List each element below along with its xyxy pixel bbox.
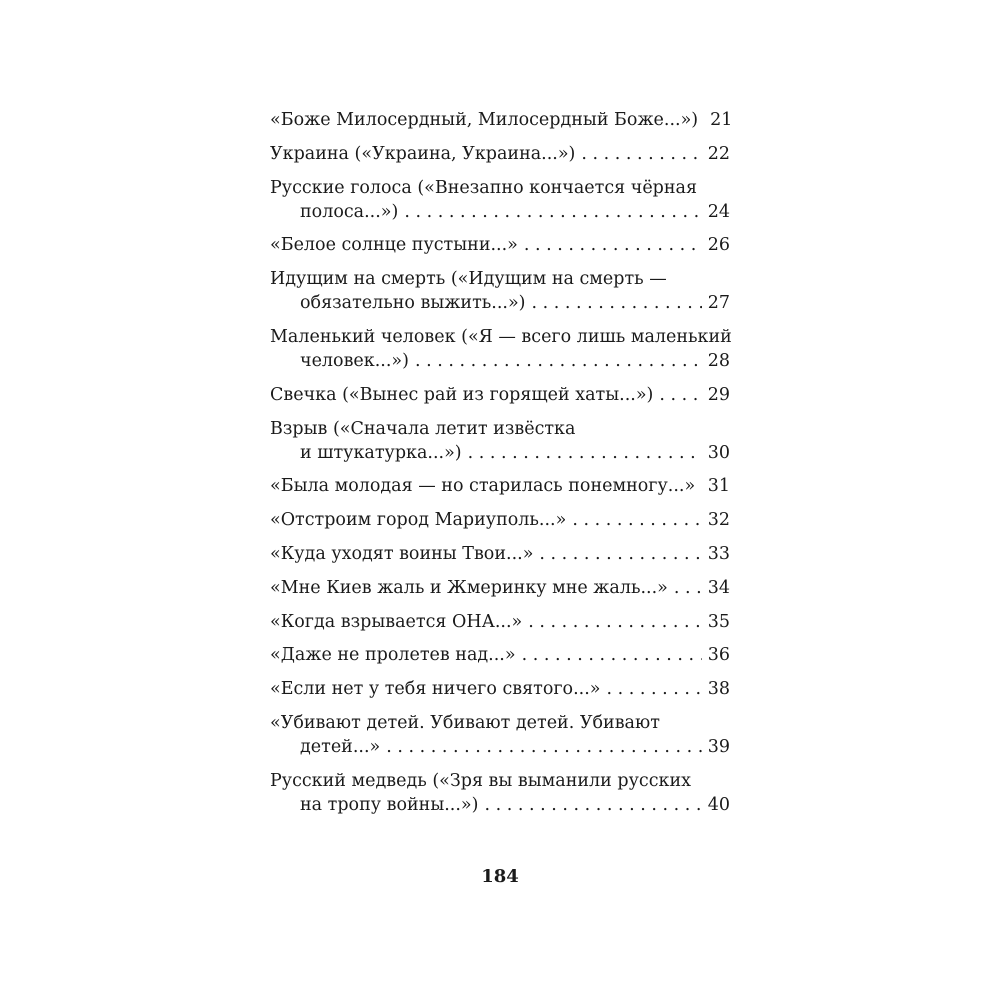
dot-leader	[468, 441, 702, 465]
toc-entry-title: Украина («Украина, Украина...»)	[270, 143, 576, 164]
toc-entry[interactable]	[270, 769, 730, 817]
toc-entry-line	[270, 643, 730, 667]
toc-entry-title-continued: и штукатурка...»)	[300, 442, 462, 463]
toc-entry-title: Идущим на смерть («Идущим на смерть —	[270, 269, 667, 290]
toc-entry-line	[270, 233, 730, 257]
toc-entry-line	[270, 383, 730, 407]
dot-leader	[581, 142, 701, 166]
toc-entry-line	[270, 142, 730, 166]
dot-leader	[572, 508, 701, 532]
dot-leader	[404, 200, 701, 224]
toc-entry-page: 28	[707, 350, 730, 371]
toc-entry-page: 24	[707, 201, 730, 222]
toc-entry-title: «Белое солнце пустыни...»	[270, 235, 518, 256]
toc-entry-line	[270, 291, 730, 315]
toc-entry[interactable]	[270, 474, 730, 498]
toc-entry-line	[270, 200, 730, 224]
dot-leader	[522, 643, 702, 667]
toc-entry-title: Взрыв («Сначала летит извёстка	[270, 418, 576, 439]
toc-entry-title: «Когда взрывается ОНА...»	[270, 611, 523, 632]
toc-entry-title: «Боже Милосердный, Милосердный Боже...»)	[270, 110, 699, 130]
dot-leader	[532, 291, 702, 315]
toc-entry-title: «Куда уходят воины Твои...»	[270, 543, 534, 564]
toc-entry-line	[270, 542, 730, 566]
toc-entry-title-continued: полоса...»)	[300, 201, 399, 222]
toc-entry-title: Свечка («Вынес рай из горящей хаты...»)	[270, 384, 654, 405]
toc-entry-line	[270, 349, 730, 373]
toc-entry-line	[270, 793, 730, 817]
toc-entry[interactable]	[270, 267, 730, 315]
toc-entry[interactable]	[270, 108, 733, 132]
toc-entry-title: «Отстроим город Мариуполь...»	[270, 510, 567, 531]
toc-entry-title-continued: на тропу войны...»)	[300, 794, 479, 815]
toc-entry-line	[270, 576, 730, 600]
toc-entry-page: 35	[707, 611, 730, 632]
toc-entry-page: 39	[707, 736, 730, 757]
dot-leader	[386, 735, 701, 759]
toc-entry-title: «Была молодая — но старилась понемногу...»	[270, 476, 696, 497]
dot-leader	[659, 383, 701, 407]
toc-entry[interactable]	[270, 325, 730, 373]
toc-entry[interactable]	[270, 576, 730, 600]
toc-entry-line	[270, 610, 730, 634]
toc-entry-page: 27	[707, 293, 730, 314]
toc-entry[interactable]	[270, 643, 730, 667]
toc-entry-page: 30	[707, 442, 730, 463]
toc-entry[interactable]	[270, 508, 730, 532]
toc-entry[interactable]	[270, 711, 730, 759]
toc-entry-line	[270, 474, 730, 498]
toc-entry[interactable]	[270, 142, 730, 166]
dot-leader	[606, 677, 701, 701]
dot-leader	[701, 474, 702, 498]
toc-entry-line	[270, 108, 733, 132]
toc-entry[interactable]	[270, 677, 730, 701]
toc-entry-title: Русский медведь («Зря вы выманили русских	[270, 770, 691, 791]
toc-entry-page: 34	[707, 577, 730, 598]
toc-entry[interactable]	[270, 417, 730, 465]
dot-leader	[528, 610, 701, 634]
toc-entry[interactable]	[270, 383, 730, 407]
toc-entry-page: 31	[707, 476, 730, 497]
toc-entry-page: 21	[710, 110, 733, 130]
toc-entry-page: 36	[707, 645, 730, 666]
toc-entry-title: «Мне Киев жаль и Жмеринку мне жаль...»	[270, 577, 668, 598]
toc-entry-title: «Даже не пролетев над...»	[270, 645, 516, 666]
dot-leader	[524, 233, 702, 257]
dot-leader	[484, 793, 701, 817]
toc-entry-line	[270, 735, 730, 759]
toc-entry-page: 26	[707, 235, 730, 256]
toc-entry-page: 38	[707, 679, 730, 700]
toc-entry[interactable]	[270, 542, 730, 566]
table-of-contents	[270, 108, 733, 827]
toc-entry-page: 33	[707, 543, 730, 564]
toc-entry[interactable]	[270, 233, 730, 257]
toc-entry-page: 40	[707, 794, 730, 815]
dot-leader	[415, 349, 702, 373]
dot-leader	[539, 542, 701, 566]
toc-entry-title: «Если нет у тебя ничего святого...»	[270, 679, 601, 700]
toc-entry-title-continued: человек...»)	[300, 350, 409, 371]
toc-entry-line	[270, 441, 730, 465]
toc-entry-page: 29	[707, 384, 730, 405]
toc-entry[interactable]	[270, 176, 730, 224]
toc-entry-title-continued: детей...»	[300, 736, 381, 757]
page-number: 184	[481, 866, 519, 887]
toc-entry-page: 22	[707, 143, 730, 164]
toc-entry-title: «Убивают детей. Убивают детей. Убивают	[270, 712, 660, 733]
toc-entry-line	[270, 508, 730, 532]
toc-entry-page: 32	[707, 510, 730, 531]
toc-entry-title: Маленький человек («Я — всего лишь маленький	[270, 326, 732, 347]
toc-entry-title: Русские голоса («Внезапно кончается чёрная	[270, 177, 698, 198]
dot-leader	[674, 576, 702, 600]
toc-entry-title-continued: обязательно выжить...»)	[300, 293, 526, 314]
toc-entry-line	[270, 677, 730, 701]
toc-entry[interactable]	[270, 610, 730, 634]
